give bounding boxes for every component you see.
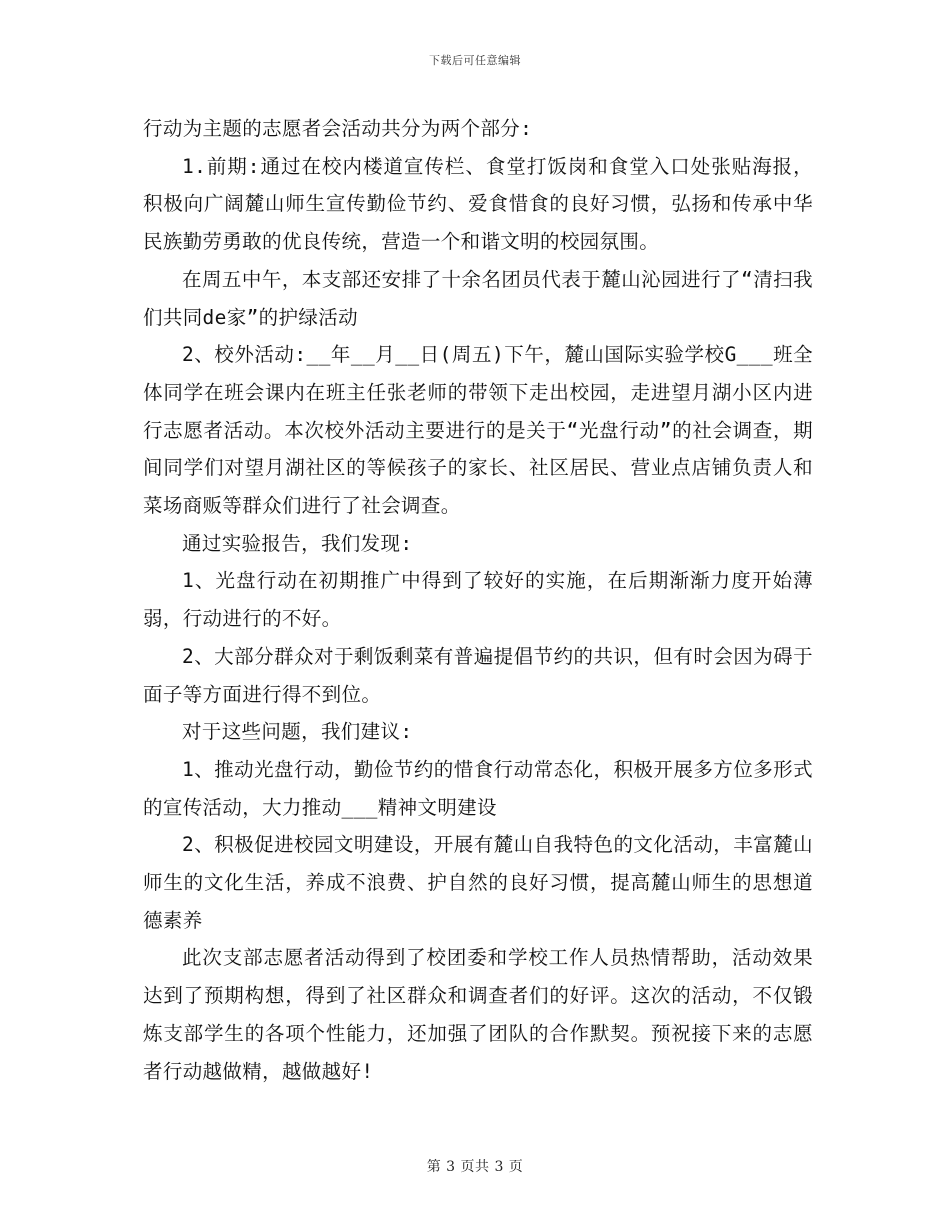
document-body	[143, 110, 813, 1090]
page-header: 下载后可任意编辑	[429, 54, 521, 67]
paragraph-suggestions-heading: 对于这些问题，我们建议:	[182, 720, 413, 744]
paragraph-finding-2: 2、大部分群众对于剩饭剩菜有普遍提倡节约的共识，但有时会因为碍于面子等方面进行得不到位。	[143, 644, 813, 706]
paragraph-conclusion: 此次支部志愿者活动得到了校团委和学校工作人员热情帮助，活动效果达到了预期构想，得到了社区群众和调查者们的好评。这次的活动，不仅锻炼支部学生的各项个性能力，还加强了团队的合作默契。预祝接下来的志愿者行动越做精，越做越好!	[143, 946, 813, 1083]
paragraph-cleaning-activity: 在周五中午，本支部还安排了十余名团员代表于麓山沁园进行了“清扫我们共同de家”的护绿活动	[143, 267, 813, 329]
paragraph-early-stage: 1.前期:通过在校内楼道宣传栏、食堂打饭岗和食堂入口处张贴海报，积极向广阔麓山师生宣传勤俭节约、爱食惜食的良好习惯，弘扬和传承中华民族勤劳勇敢的优良传统，营造一个和谐文明的校园氛围。	[143, 154, 813, 254]
paragraph-intro: 行动为主题的志愿者会活动共分为两个部分:	[143, 117, 533, 140]
paragraph-finding-1: 1、光盘行动在初期推广中得到了较好的实施，在后期渐渐力度开始薄弱，行动进行的不好。	[143, 569, 813, 631]
paragraph-findings-heading: 通过实验报告，我们发现:	[182, 531, 413, 555]
paragraph-suggestion-2: 2、积极促进校园文明建设，开展有麓山自我特色的文化活动，丰富麓山师生的文化生活，养成不浪费、护自然的良好习惯，提高麓山师生的思想道德素养	[143, 833, 813, 932]
paragraph-off-campus-activity: 2、校外活动:__年__月__日(周五)下午，麓山国际实验学校G___班全体同学在班会课内在班主任张老师的带领下走出校园，走进望月湖小区内进行志愿者活动。本次校外活动主要进行的是关于“光盘行动”的社会调查，期间同学们对望月湖社区的等候孩子的家长、社区居民、营业点店铺负责人和菜场商贩等群众们进行了社会调查。	[143, 343, 813, 518]
page-footer: 第 3 页共 3 页	[426, 1159, 524, 1175]
paragraph-suggestion-1: 1、推动光盘行动，勤俭节约的惜食行动常态化，积极开展多方位多形式的宣传活动，大力推动___精神文明建设	[143, 757, 813, 819]
